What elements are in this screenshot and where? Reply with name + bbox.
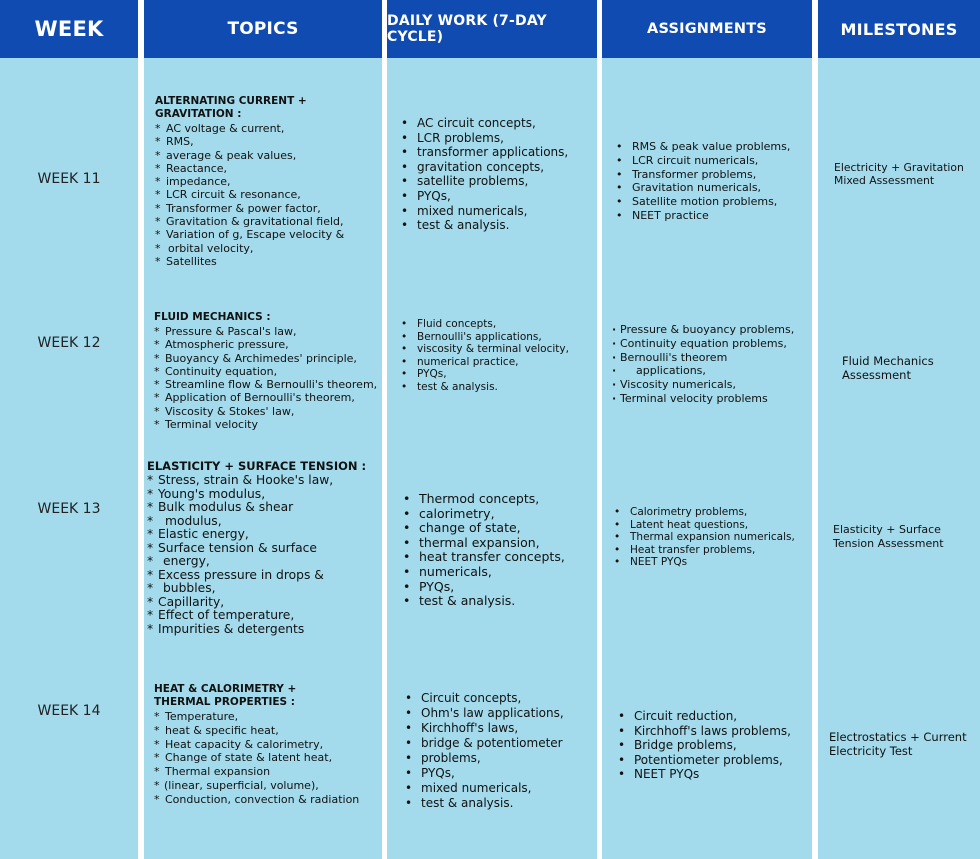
- header-assignments: ASSIGNMENTS: [602, 0, 812, 58]
- list-item: · Continuity equation problems,: [612, 337, 812, 351]
- list-item: • LCR problems,: [395, 131, 597, 146]
- list-item: * Stress, strain & Hooke's law,: [147, 474, 382, 488]
- list-item: • bridge & potentiometer: [399, 736, 597, 751]
- list-item: • Thermod concepts,: [397, 492, 597, 507]
- week-11-daily: [395, 116, 597, 233]
- week-11-assignments: [610, 140, 812, 223]
- list-item: * RMS,: [155, 135, 382, 148]
- list-item: • PYQs,: [397, 580, 597, 595]
- list-item: • AC circuit concepts,: [395, 116, 597, 131]
- list-item: • transformer applications,: [395, 145, 597, 160]
- list-item: * Transformer & power factor,: [155, 202, 382, 215]
- list-item: • calorimetry,: [397, 507, 597, 522]
- week-12-milestone: Fluid Mechanics Assessment: [842, 354, 934, 382]
- topic-title: HEAT & CALORIMETRY + THERMAL PROPERTIES :: [154, 683, 297, 708]
- assignments-column: [602, 0, 812, 859]
- list-item: • gravitation concepts,: [395, 160, 597, 175]
- list-item: * Thermal expansion: [154, 765, 382, 779]
- list-item: • mixed numericals,: [395, 204, 597, 219]
- list-item: * Continuity equation,: [154, 365, 382, 378]
- list-item: * LCR circuit & resonance,: [155, 188, 382, 201]
- daily-list: [397, 492, 597, 609]
- topic-title: ELASTICITY + SURFACE TENSION :: [147, 459, 367, 473]
- list-item: • Ohm's law applications,: [399, 706, 597, 721]
- list-item: • test & analysis.: [397, 594, 597, 609]
- list-item: · Pressure & buoyancy problems,: [612, 323, 812, 337]
- list-item: * Gravitation & gravitational field,: [155, 215, 382, 228]
- header-week: WEEK: [0, 0, 138, 58]
- list-item: • RMS & peak value problems,: [610, 140, 812, 154]
- list-item: * Terminal velocity: [154, 418, 382, 431]
- list-item: • Calorimetry problems,: [608, 506, 812, 519]
- list-item: * Capillarity,: [147, 596, 382, 610]
- list-item: • mixed numericals,: [399, 781, 597, 796]
- week-13-topics: [147, 460, 382, 636]
- header-topics: TOPICS: [144, 0, 382, 58]
- daily-list: [399, 691, 597, 811]
- topic-list: [154, 710, 382, 807]
- list-item: * AC voltage & current,: [155, 122, 382, 135]
- list-item: • change of state,: [397, 521, 597, 536]
- list-item: • Potentiometer problems,: [612, 753, 812, 768]
- daily-list: [395, 318, 597, 394]
- list-item: * bubbles,: [147, 582, 382, 596]
- list-item: * Satellites: [155, 255, 382, 268]
- list-item: • problems,: [399, 751, 597, 766]
- week-12-assignments: [612, 323, 812, 406]
- list-item: * impedance,: [155, 175, 382, 188]
- list-item: • Kirchhoff's laws,: [399, 721, 597, 736]
- week-13-label: WEEK 13: [37, 501, 101, 517]
- list-item: * Excess pressure in drops &: [147, 569, 382, 583]
- list-item: * Reactance,: [155, 162, 382, 175]
- list-item: * Young's modulus,: [147, 488, 382, 502]
- list-item: • Transformer problems,: [610, 168, 812, 182]
- list-item: • PYQs,: [399, 766, 597, 781]
- topic-list: [155, 122, 382, 268]
- assignment-list: [612, 709, 812, 782]
- list-item: * (linear, superficial, volume),: [154, 779, 382, 793]
- list-item: * Effect of temperature,: [147, 609, 382, 623]
- list-item: • Gravitation numericals,: [610, 181, 812, 195]
- list-item: * Atmospheric pressure,: [154, 338, 382, 351]
- list-item: * orbital velocity,: [155, 242, 382, 255]
- daily-work-column: [387, 0, 597, 859]
- week-14-daily: [399, 691, 597, 811]
- list-item: · applications,: [612, 364, 812, 378]
- week-11-label: WEEK 11: [37, 171, 101, 187]
- list-item: · Bernoulli's theorem: [612, 351, 812, 365]
- week-14-topics: [154, 683, 382, 807]
- week-14-assignments: [612, 709, 812, 782]
- list-item: * Conduction, convection & radiation: [154, 793, 382, 807]
- daily-list: [395, 116, 597, 233]
- list-item: * Change of state & latent heat,: [154, 751, 382, 765]
- list-item: • PYQs,: [395, 368, 597, 381]
- list-item: • Bernoulli's applications,: [395, 331, 597, 344]
- list-item: • NEET PYQs: [612, 767, 812, 782]
- list-item: • Thermal expansion numericals,: [608, 531, 812, 544]
- list-item: • Latent heat questions,: [608, 519, 812, 532]
- list-item: * modulus,: [147, 515, 382, 529]
- list-item: • numerical practice,: [395, 356, 597, 369]
- topics-column: [144, 0, 382, 859]
- list-item: * Variation of g, Escape velocity &: [155, 228, 382, 241]
- list-item: • viscosity & terminal velocity,: [395, 343, 597, 356]
- week-13-milestone: Elasticity + Surface Tension Assessment: [833, 523, 944, 550]
- week-13-assignments: [608, 506, 812, 569]
- list-item: * Streamline flow & Bernoulli's theorem,: [154, 378, 382, 391]
- list-item: · Viscosity numericals,: [612, 378, 812, 392]
- assignment-list: [612, 323, 812, 406]
- week-13-daily: [397, 492, 597, 609]
- list-item: • PYQs,: [395, 189, 597, 204]
- week-12-label: WEEK 12: [37, 335, 101, 351]
- list-item: • Satellite motion problems,: [610, 195, 812, 209]
- week-11-topics: [155, 95, 382, 268]
- week-column: [0, 0, 138, 859]
- topic-list: [147, 474, 382, 636]
- list-item: * Heat capacity & calorimetry,: [154, 738, 382, 752]
- list-item: • Fluid concepts,: [395, 318, 597, 331]
- list-item: * average & peak values,: [155, 149, 382, 162]
- list-item: • numericals,: [397, 565, 597, 580]
- list-item: • Circuit reduction,: [612, 709, 812, 724]
- list-item: * Temperature,: [154, 710, 382, 724]
- list-item: * energy,: [147, 555, 382, 569]
- list-item: * Elastic energy,: [147, 528, 382, 542]
- list-item: * Bulk modulus & shear: [147, 501, 382, 515]
- list-item: * Viscosity & Stokes' law,: [154, 405, 382, 418]
- list-item: * heat & specific heat,: [154, 724, 382, 738]
- list-item: • LCR circuit numericals,: [610, 154, 812, 168]
- week-14-milestone: Electrostatics + Current Electricity Test: [829, 730, 967, 758]
- list-item: • thermal expansion,: [397, 536, 597, 551]
- week-11-milestone: Electricity + Gravitation Mixed Assessment: [834, 161, 964, 187]
- header-milestones: MILESTONES: [818, 0, 980, 58]
- list-item: • Kirchhoff's laws problems,: [612, 724, 812, 739]
- week-12-daily: [395, 318, 597, 394]
- list-item: * Surface tension & surface: [147, 542, 382, 556]
- assignment-list: [610, 140, 812, 223]
- list-item: • test & analysis.: [395, 218, 597, 233]
- milestones-column: [818, 0, 980, 859]
- list-item: • Bridge problems,: [612, 738, 812, 753]
- topic-list: [154, 325, 382, 431]
- header-daily-work: DAILY WORK (7-DAY CYCLE): [387, 0, 597, 58]
- list-item: • NEET PYQs: [608, 556, 812, 569]
- topic-title: FLUID MECHANICS :: [154, 311, 271, 323]
- list-item: • test & analysis.: [399, 796, 597, 811]
- list-item: • heat transfer concepts,: [397, 550, 597, 565]
- list-item: • test & analysis.: [395, 381, 597, 394]
- list-item: * Buoyancy & Archimedes' principle,: [154, 352, 382, 365]
- list-item: * Pressure & Pascal's law,: [154, 325, 382, 338]
- week-12-topics: [154, 311, 382, 431]
- assignment-list: [608, 506, 812, 569]
- week-14-label: WEEK 14: [37, 703, 101, 719]
- list-item: • satellite problems,: [395, 174, 597, 189]
- list-item: * Application of Bernoulli's theorem,: [154, 391, 382, 404]
- list-item: • NEET practice: [610, 209, 812, 223]
- list-item: • Heat transfer problems,: [608, 544, 812, 557]
- topic-title: ALTERNATING CURRENT + GRAVITATION :: [155, 95, 307, 120]
- list-item: * Impurities & detergents: [147, 623, 382, 637]
- list-item: • Circuit concepts,: [399, 691, 597, 706]
- list-item: · Terminal velocity problems: [612, 392, 812, 406]
